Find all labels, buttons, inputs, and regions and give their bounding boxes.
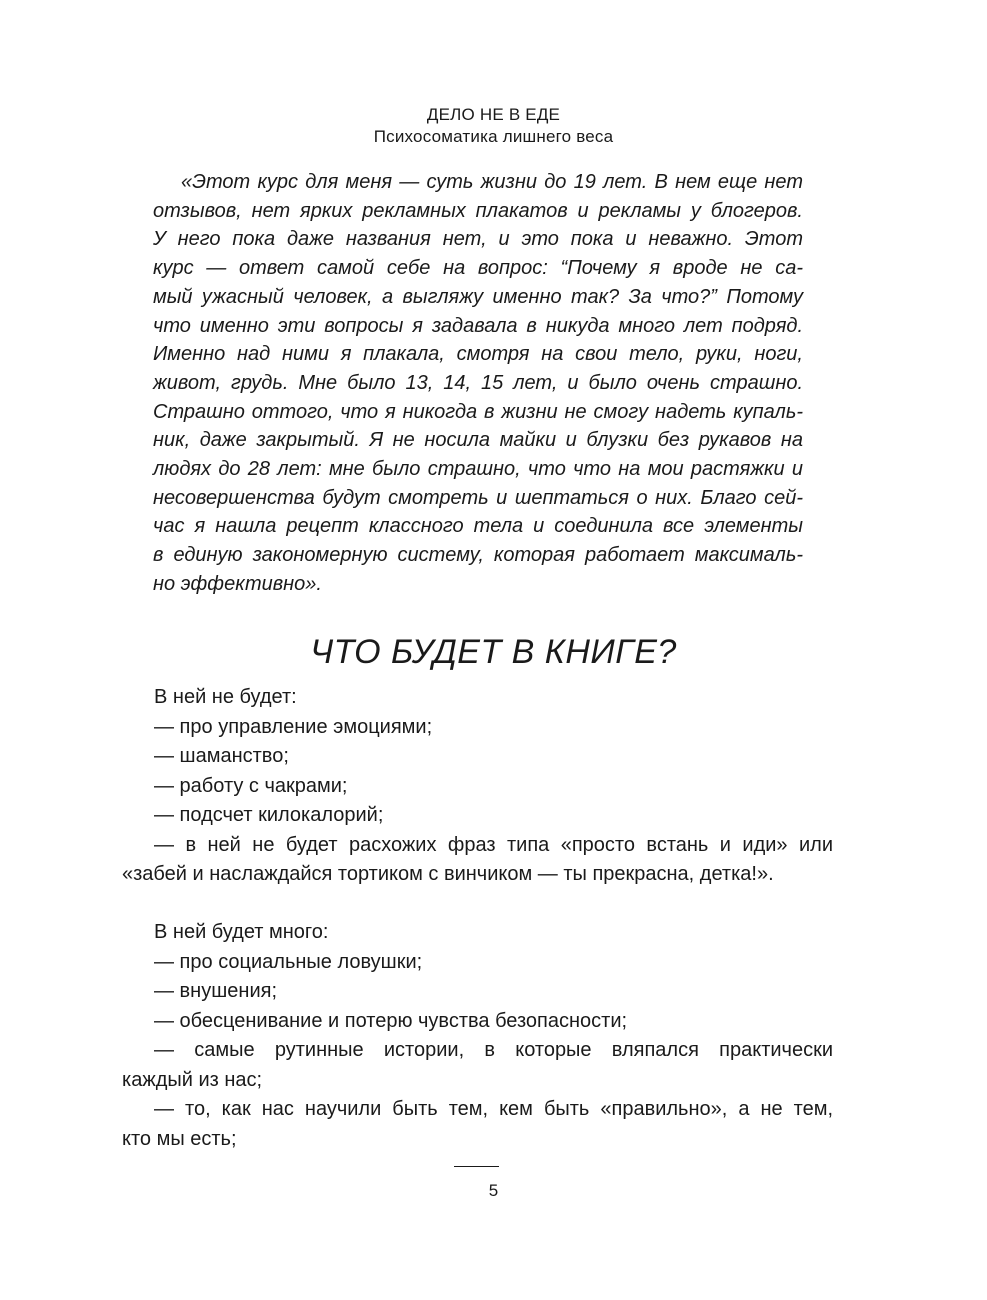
- list-item-continuation: «забей и наслаждайся тортиком с винчиком — ты прекрасна, детка!».: [122, 863, 774, 885]
- quote-line: в единую закономерную систему, которая работает максималь-: [153, 544, 803, 567]
- book-subtitle: Психосоматика лишнего веса: [373, 127, 614, 146]
- included-list: [122, 918, 833, 1154]
- page-number: 5: [488, 1181, 499, 1200]
- list-item: — подсчет килокалорий;: [154, 804, 384, 826]
- quote-line: отзывов, нет ярких рекламных плакатов и рекламы у блогеров.: [153, 199, 803, 222]
- running-header: [0, 104, 987, 148]
- list-item-continuation: каждый из нас;: [122, 1068, 263, 1091]
- quote-line: несовершенства будут смотреть и шептаться о них. Благо сей-: [153, 486, 803, 509]
- quote-line: Страшно оттого, что я никогда в жизни не смогу надеть купаль-: [153, 400, 803, 423]
- quote-line: что именно эти вопросы я задавала в никуда много лет подряд.: [153, 314, 803, 337]
- list-intro: В ней будет много:: [154, 921, 329, 943]
- quote-line: мый ужасный человек, а выгляжу именно так? За что?” Потому: [153, 285, 803, 308]
- section-heading: ЧТО БУДЕТ В КНИГЕ?: [310, 633, 677, 671]
- list-item: — про социальные ловушки;: [154, 950, 423, 973]
- quote-line: но эффективно».: [153, 572, 322, 595]
- list-item: — обесценивание и потерю чувства безопасности;: [154, 1009, 628, 1032]
- quote-line: час я нашла рецепт классного тела и соединила все элементы: [153, 515, 803, 538]
- quote-line: живот, грудь. Мне было 13, 14, 15 лет, и было очень страшно.: [153, 371, 803, 394]
- quote-line: У него пока даже названия нет, и это пока и неважно. Этот: [153, 228, 803, 251]
- list-item: — в ней не будет расхожих фраз типа «просто встань и иди» или: [154, 833, 833, 856]
- list-item: — самые рутинные истории, в которые вляпался практически: [154, 1039, 833, 1061]
- list-item: — то, как нас научили быть тем, кем быть «правильно», а не тем,: [154, 1098, 833, 1120]
- list-item: — внушения;: [154, 980, 277, 1002]
- quote-line: ник, даже закрытый. Я не носила майки и блузки без рукавов на: [153, 429, 803, 452]
- list-item: — про управление эмоциями;: [154, 715, 433, 738]
- not-included-list: [122, 683, 833, 890]
- list-item-continuation: кто мы есть;: [122, 1127, 237, 1150]
- quote-line: курс — ответ самой себе на вопрос: “Почему я вроде не са-: [153, 257, 803, 280]
- list-intro: В ней не будет:: [154, 686, 297, 708]
- quote-line: «Этот курс для меня — суть жизни до 19 лет. В нем еще нет: [181, 171, 803, 193]
- quote-paragraph: [153, 168, 803, 599]
- quote-line: людях до 28 лет: мне было страшно, что что на мои растяжки и: [153, 458, 803, 481]
- list-item: — работу с чакрами;: [154, 774, 348, 797]
- list-item: — шаманство;: [154, 745, 289, 767]
- book-title: ДЕЛО НЕ В ЕДЕ: [426, 105, 561, 124]
- page-number-rule: [454, 1166, 499, 1167]
- quote-line: Именно над ними я плакала, смотря на свои тело, руки, ноги,: [153, 343, 803, 366]
